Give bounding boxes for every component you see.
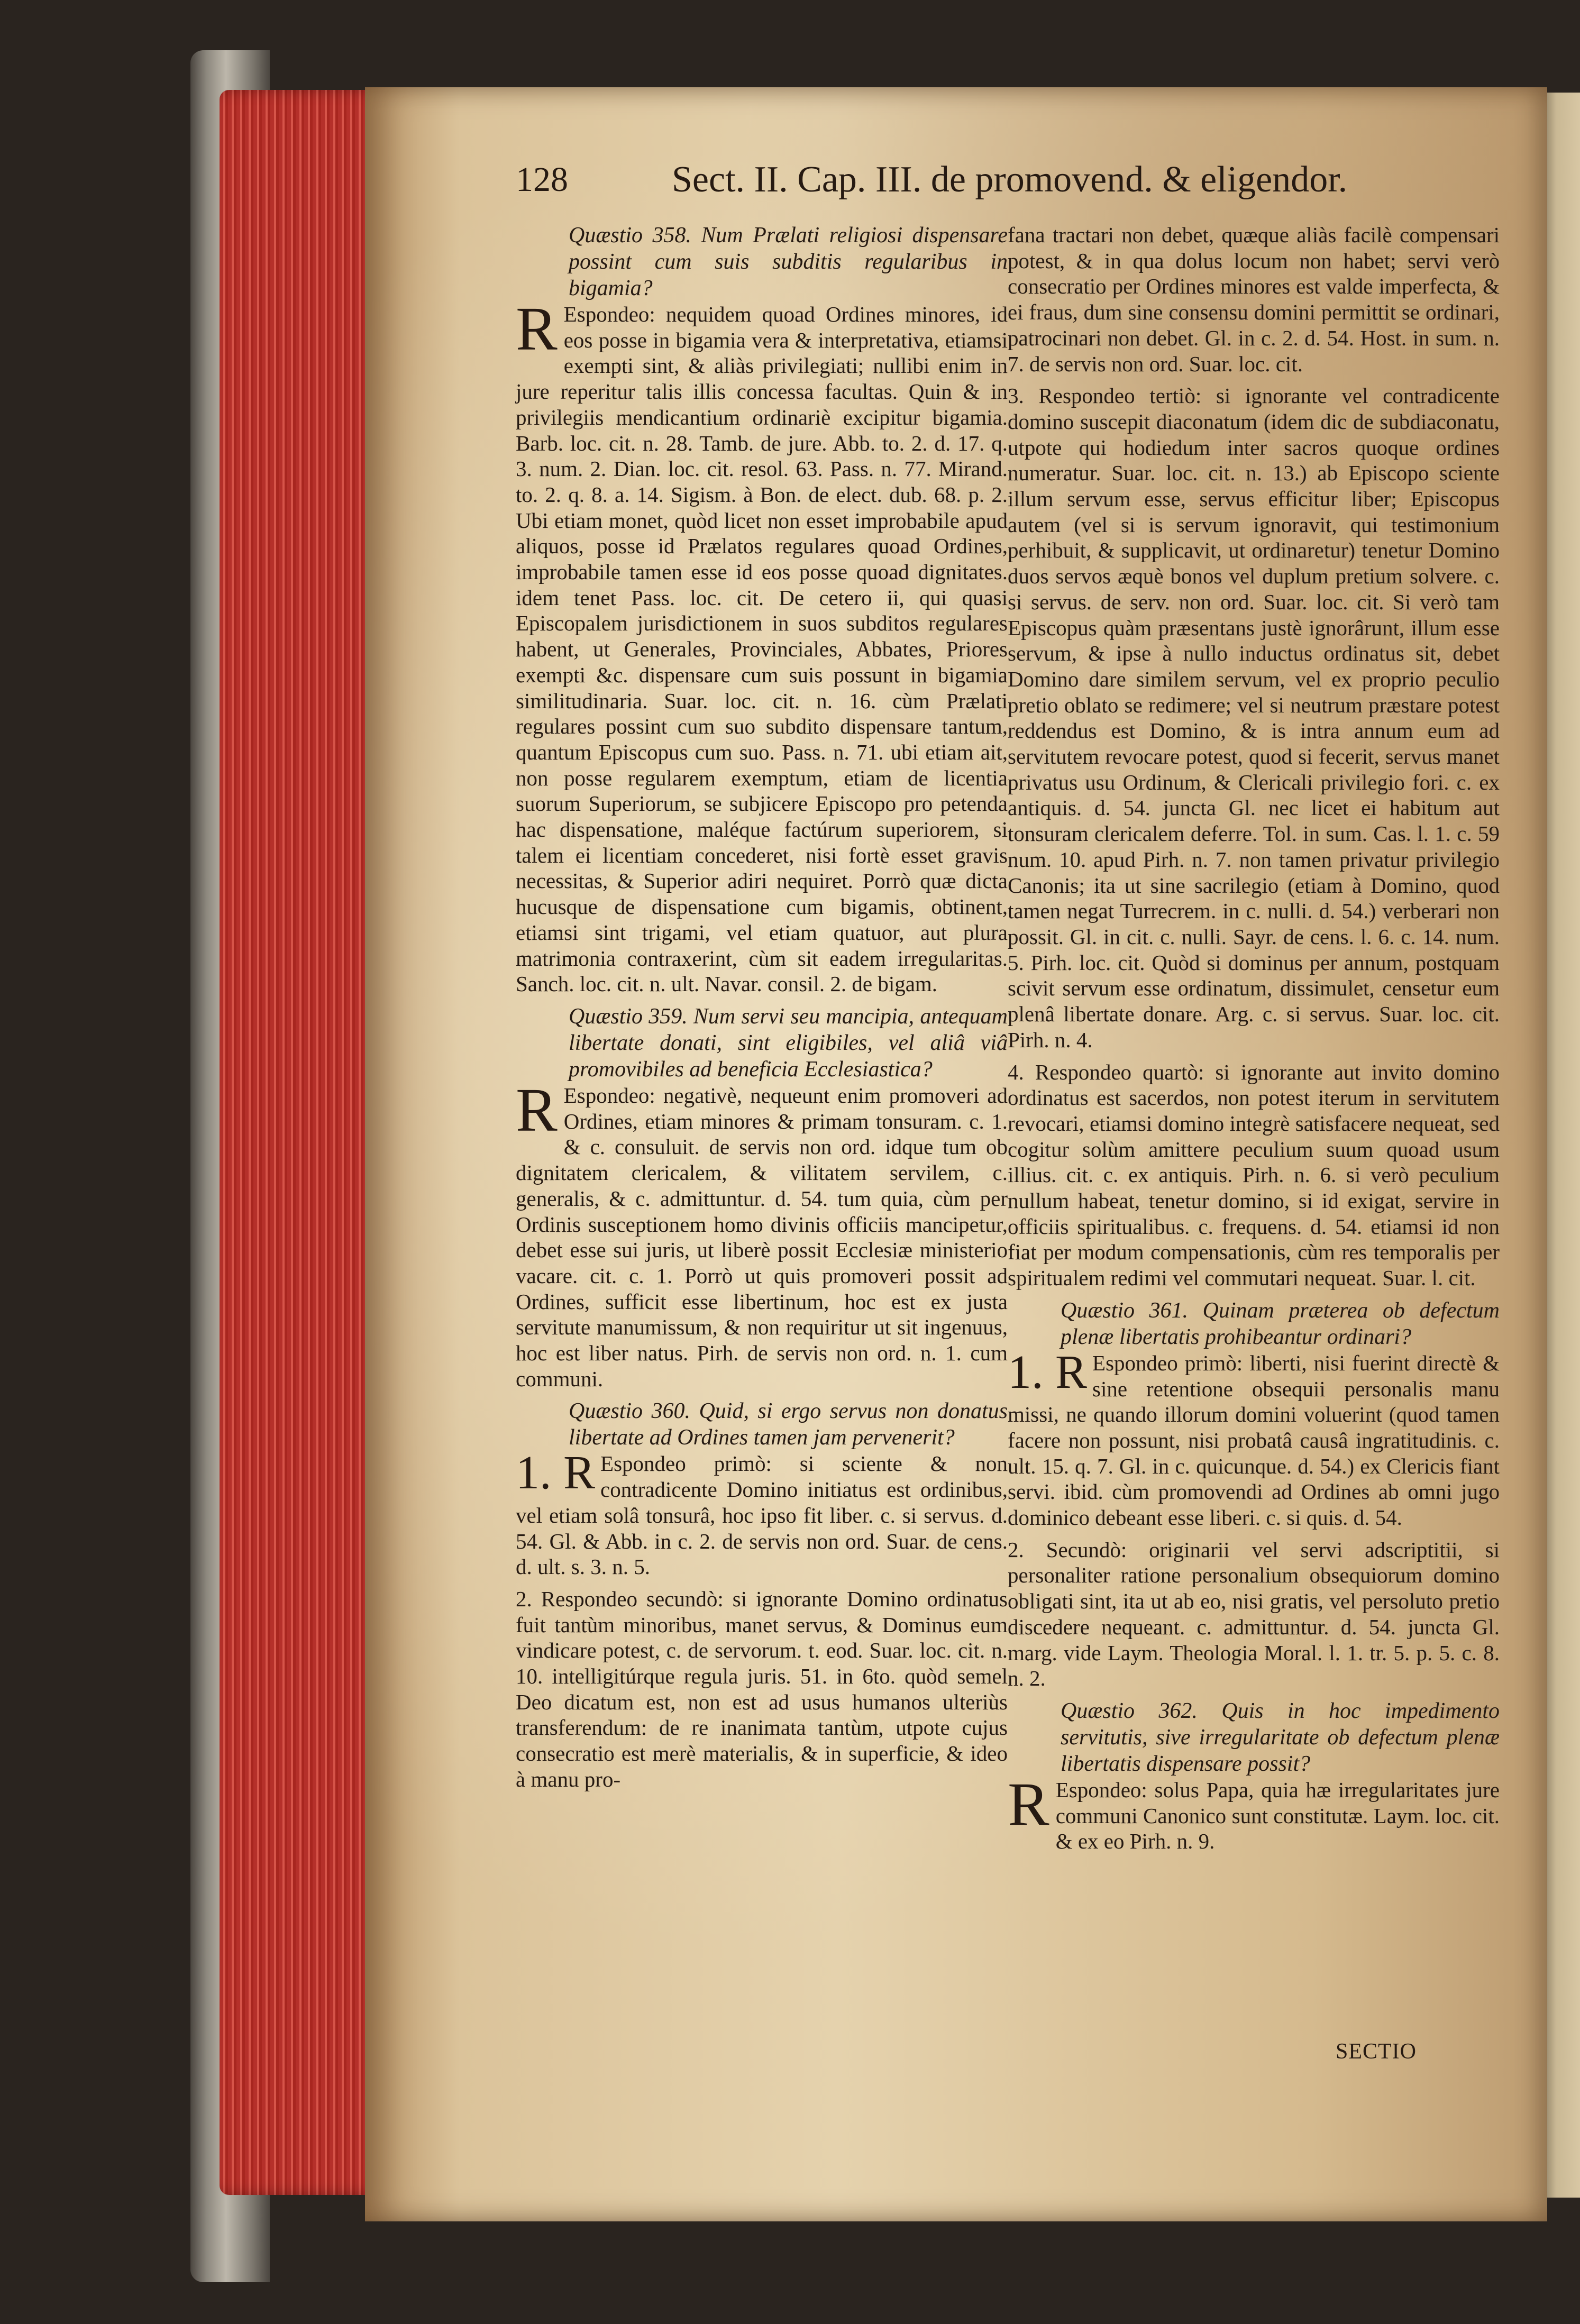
question-362: Quæstio 362. Quis in hoc impedimento servitutis, sive irregularitate ob defectum plenæ libertatis dispensare possit?: [1061, 1698, 1500, 1776]
dropcap: R: [1008, 1769, 1049, 1839]
book-page: [365, 87, 1547, 2221]
dropcap: 1. R: [516, 1447, 596, 1499]
answer-360-1: [516, 1447, 1008, 1580]
dropcap: R: [516, 294, 558, 363]
dropcap: 1. R: [1008, 1346, 1088, 1398]
question-359: Quæstio 359. Num servi seu mancipia, antequam libertate donati, sint eligibiles, vel aliâ viâ promovibiles ad beneficia Ecclesiastica?: [569, 1004, 1008, 1082]
answer-360-2-cont: fana tractari non debet, quæque aliàs facilè compensari potest, & in qua dolus locum non habet; servi verò consecratio per Ordines minores est valde imperfecta, & ei fraus, dum sine consensu domini permittit se ordinari, patrocinari non debet. Gl. in c. 2. d. 54. Host. in sum. n. 7. de servis non ord. Suar. loc. cit.: [1008, 223, 1500, 376]
right-column: [1008, 222, 1500, 1861]
question-361: Quæstio 361. Quinam præterea ob defectum plenæ libertatis prohibeantur ordinari?: [1061, 1298, 1500, 1349]
page-header: [516, 156, 1510, 204]
left-column: [516, 222, 1008, 1799]
answer-text: Espondeo: negativè, nequeunt enim promoveri ad Ordines, etiam minores & primam tonsuram. c. 1. & c. consuluit. de servis non ord. idque tum ob dignitatem clericalem, & vilitatem servilem, c. generalis, & c. admittuntur. d. 54. tum quia, cùm per Ordinis susceptionem homo divinis officiis mancipetur, debet esse sui juris, ut liberè possit Ecclesiæ ministerio vacare. cit. c. 1. Porrò ut quis promoveri possit ad Ordines, sufficit esse libertinum, hoc est ex justa servitute manumissum, & non requiritur ut sit ingenuus, hoc est liber natus. Pirh. de servis non ord. n. 1. cum communi.: [516, 1083, 1008, 1391]
page-number: 128: [516, 160, 568, 199]
answer-text: Espondeo primò: si sciente & non contradicente Domino initiatus est ordinibus, vel etiam solâ tonsurâ, hoc ipso fit liber. c. si servus. d. 54. Gl. & Abb. in c. 2. de servis non ord. Suar. de cens. d. ult. s. 3. n. 5.: [516, 1451, 1008, 1579]
running-title: Sect. II. Cap. III. de promovend. & eligendor.: [672, 159, 1348, 200]
catchword: SECTIO: [1336, 2039, 1417, 2064]
answer-360-4: 4. Respondeo quartò: si ignorante aut invito domino ordinatus est sacerdos, non potest iterum in servitutem revocari, etiamsi domino integrè satisfacere nequeat, sed cogitur solùm amittere peculium suum quoad usum illius. cit. c. ex antiquis. Pirh. n. 6. si verò peculium nullum habeat, tenetur domino, si id exigat, servire in officiis spiritualibus. c. frequens. d. 54. etiamsi id non fiat per modum compensationis, cùm res temporalis per spiritualem redimi vel commutari nequeat. Suar. l. cit.: [1008, 1059, 1500, 1291]
answer-360-3: 3. Respondeo tertiò: si ignorante vel contradicente domino suscepit diaconatum (idem dic de subdiaconatu, utpote qui hodiedum inter sacros quoque ordines numeratur. Suar. loc. cit. n. 13.) ab Episcopo sciente illum servum esse, servus efficitur liber; Episcopus autem (vel si is servum ignoravit, qui testimonium perhibuit, & supplicavit, ut ordinaretur) tenetur Domino duos servos æquè bonos vel duplum pretium solvere. c. si servus. de serv. non ord. Suar. loc. cit. Si verò tam Episcopus quàm præsentans justè ignorârunt, illum esse servum, & ipse à nullo inductus ordinatus sit, debet Domino dare similem servum, vel ex proprio peculio pretio oblato se redimere; vel si neutrum præstare potest reddendus est Domino, & is intra annum eum ad servitutem revocare potest, quod si fecerit, servus manet privatus usu Ordinum, & Clericali privilegio fori. c. ex antiquis. d. 54. juncta Gl. nec licet ei habitum aut tonsuram clericalem deferre. Tol. in sum. Cas. l. 1. c. 59 num. 10. apud Pirh. n. 7. non tamen privatur privilegio Canonis; ita ut sine sacrilegio (etiam à Domino, quod tamen negat Turrecrem. in c. nulli. d. 54.) verberari non possit. Gl. in cit. c. nulli. Sayr. de cens. l. 6. c. 14. num. 5. Pirh. loc. cit. Quòd si dominus per annum, postquam scivit servum esse ordinatum, dissimulet, censetur eum plenâ libertate donare. Arg. c. si servus. Suar. loc. cit. Pirh. n. 4.: [1008, 383, 1500, 1052]
answer-358: [516, 294, 1008, 997]
answer-361-2: 2. Secundò: originarii vel servi adscriptitii, si personaliter ratione personalium obsequiorum domino obligati sint, ita ut ab eo, nisi gratis, vel persoluto pretio discedere nequeant. c. admittuntur. d. 54. juncta Gl. marg. vide Laym. Theologia Moral. l. 1. tr. 5. p. 5. c. 8. n. 2.: [1008, 1537, 1500, 1691]
answer-text: Espondeo: nequidem quoad Ordines minores, id eos posse in bigamia vera & interpretativa, etiamsi exempti sint, & aliàs privilegiati; nullibi enim in jure reperitur talis illis concessa facultas. Quin & in privilegiis mendicantium ordinariè excipitur bigamia. Barb. loc. cit. n. 28. Tamb. de jure. Abb. to. 2. d. 17. q. 3. num. 2. Dian. loc. cit. resol. 63. Pass. n. 77. Mirand. to. 2. q. 8. a. 14. Sigism. à Bon. de elect. dub. 68. p. 2. Ubi etiam monet, quòd licet non esset improbabile apud aliquos, posse id Prælatos regulares quoad Ordines, improbabile tamen esse id eos posse quoad dignitates. idem tenet Pass. loc. cit. De cetero ii, qui quasi Episcopalem jurisdictionem in suos subditos regulares habent, ut Generales, Provinciales, Abbates, Priores exempti &c. dispensare cum suis possunt in bigamia similitudinaria. Suar. loc. cit. n. 16. cùm Prælati regulares possint cum suo subdito dispensare tantum, quantum Episcopus cum suo. Pass. n. 71. ubi etiam ait, non posse regularem exemptum, etiam de licentia suorum Superiorum, se subjicere Episcopo pro petenda hac dispensatione, maléque factúrum superiorem, si talem ei licentiam concederet, nisi fortè esset gravis necessitas, & Superior adiri nequiret. Porrò quæ dicta hucusque de dispensatione cum bigamis, obtinent, etiamsi sint trigami, vel etiam quatuor, aut plura matrimonia contraxerint, cùm sit eadem irregularitas. Sanch. loc. cit. n. ult. Navar. consil. 2. de bigam.: [516, 302, 1008, 996]
answer-359: [516, 1075, 1008, 1392]
answer-362: [1008, 1769, 1500, 1854]
answer-text: Espondeo: solus Papa, quia hæ irregularitates jure communi Canonico sunt constitutæ. Laym. loc. cit. & ex eo Pirh. n. 9.: [1055, 1777, 1500, 1854]
question-358: Quæstio 358. Num Prælati religiosi dispensare possint cum suis subditis regularibus in bigamia?: [569, 223, 1008, 300]
answer-text: Espondeo primò: liberti, nisi fuerint directè & sine retentione obsequii personalis manu missi, ne quando illorum domini voluerint (quod tamen facere non possunt, nisi probatâ causâ ingratitudinis. c. ult. 15. q. 7. Gl. in c. quicunque. d. 54.) ex Clericis fiant servi. ibid. cùm promovendi ad Ordines ab omni jugo dominico debeant esse liberi. c. si quis. d. 54.: [1008, 1350, 1500, 1530]
answer-361-1: [1008, 1346, 1500, 1531]
answer-360-2: 2. Respondeo secundò: si ignorante Domino ordinatus fuit tantùm minoribus, manet servus, & Dominus eum vindicare potest, c. de servorum. t. eod. Suar. loc. cit. n. 10. intelligitúrque regula juris. 51. in 6to. quòd semel Deo dicatum est, non est ad usus humanos ulteriùs transferendum: de re inanimata tantùm, utpote cujus consecratio est merè materialis, & in superficie, & ideo à manu pro-: [516, 1586, 1008, 1791]
question-360: Quæstio 360. Quid, si ergo servus non donatus libertate ad Ordines tamen jam pervenerit?: [569, 1399, 1008, 1450]
dropcap: R: [516, 1075, 558, 1145]
